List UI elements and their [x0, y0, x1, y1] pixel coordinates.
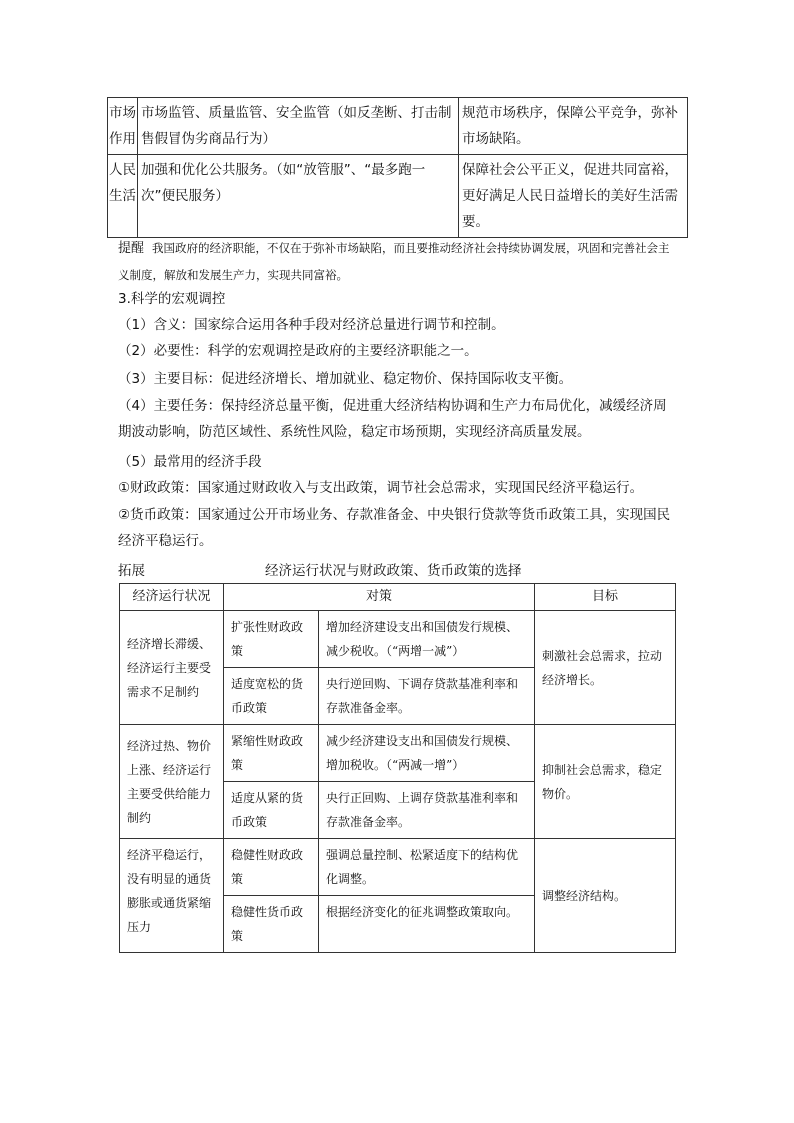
- policy-measure-cell: 强调总量控制、松紧适度下的结构优化调整。: [319, 839, 535, 896]
- necessity-item: （2）必要性：科学的宏观调控是政府的主要经济职能之一。: [118, 343, 478, 359]
- extension-label: 拓展: [118, 563, 145, 579]
- row-content: 市场监管、质量监管、安全监管（如反垄断、打击制售假冒伪劣商品行为）: [138, 98, 459, 155]
- column-header: 经济运行状况: [120, 584, 224, 611]
- policy-name-cell: 稳健性财政政策: [224, 839, 319, 896]
- policy-name-cell: 稳健性货币政策: [224, 896, 319, 953]
- task-item: （4）主要任务：保持经济总量平衡，促进重大经济结构协调和生产力布局优化，减缓经济周期波动影响，防范区域性、系统性风险，稳定市场预期，实现经济高质量发展。: [118, 398, 667, 440]
- means-item: （5）最常用的经济手段: [118, 454, 262, 470]
- policy-name-cell: 适度宽松的货币政策: [224, 668, 319, 725]
- goal-cell: 调整经济结构。: [535, 839, 676, 953]
- situation-cell: 经济平稳运行，没有明显的通货膨胀或通货紧缩压力: [120, 839, 224, 953]
- table-row: [120, 839, 676, 896]
- policy-measure-cell: 央行逆回购、下调存贷款基准利率和存款准备金率。: [319, 668, 535, 725]
- row-content: 加强和优化公共服务。（如“放管服”、“最多跑一次”便民服务）: [138, 155, 459, 238]
- govt-function-table: [107, 97, 688, 238]
- row-label: 人民生活: [108, 155, 138, 238]
- column-header: 目标: [535, 584, 676, 611]
- definition-item: （1）含义：国家综合运用各种手段对经济总量进行调节和控制。: [118, 317, 505, 333]
- row-effect: 保障社会公平正义，促进共同富裕，更好满足人民日益增长的美好生活需要。: [459, 155, 688, 238]
- policy-measure-cell: 增加经济建设支出和国债发行规模、减少税收。（“两增一减”）: [319, 611, 535, 668]
- monetary-policy-item: ②货币政策：国家通过公开市场业务、存款准备金、中央银行贷款等货币政策工具，实现国民经济平稳运行。: [118, 507, 671, 549]
- table-header-row: [120, 584, 676, 611]
- table-row: [108, 155, 688, 238]
- reminder-tag: 提醒: [118, 241, 145, 256]
- policy-name-cell: 扩张性财政政策: [224, 611, 319, 668]
- goal-cell: 抑制社会总需求，稳定物价。: [535, 725, 676, 839]
- situation-cell: 经济过热、物价上涨、经济运行主要受供给能力制约: [120, 725, 224, 839]
- policy-name-cell: 紧缩性财政政策: [224, 725, 319, 782]
- policy-measure-cell: 央行正回购、上调存贷款基准利率和存款准备金率。: [319, 782, 535, 839]
- column-header: 对策: [224, 584, 535, 611]
- row-effect: 规范市场秩序，保障公平竞争，弥补市场缺陷。: [459, 98, 688, 155]
- table-row: [108, 98, 688, 155]
- table-row: [120, 725, 676, 782]
- row-label: 市场作用: [108, 98, 138, 155]
- section-heading: 3.科学的宏观调控: [118, 291, 226, 307]
- policy-measure-cell: 根据经济变化的征兆调整政策取向。: [319, 896, 535, 953]
- extension-title: 经济运行状况与财政政策、货币政策的选择: [265, 563, 522, 579]
- goal-cell: 刺激社会总需求，拉动经济增长。: [535, 611, 676, 725]
- table-row: [120, 611, 676, 668]
- reminder-note: [118, 235, 678, 288]
- situation-cell: 经济增长滞缓、经济运行主要受需求不足制约: [120, 611, 224, 725]
- goal-item: （3）主要目标：促进经济增长、增加就业、稳定物价、保持国际收支平衡。: [118, 371, 573, 387]
- policy-choice-table: [119, 583, 676, 953]
- policy-measure-cell: 减少经济建设支出和国债发行规模、增加税收。（“两减一增”）: [319, 725, 535, 782]
- fiscal-policy-item: ①财政政策：国家通过财政收入与支出政策，调节社会总需求，实现国民经济平稳运行。: [118, 480, 644, 496]
- reminder-text: 我国政府的经济职能，不仅在于弥补市场缺陷，而且要推动经济社会持续协调发展，巩固和完善社会主义制度，解放和发展生产力，实现共同富裕。: [118, 241, 670, 282]
- policy-name-cell: 适度从紧的货币政策: [224, 782, 319, 839]
